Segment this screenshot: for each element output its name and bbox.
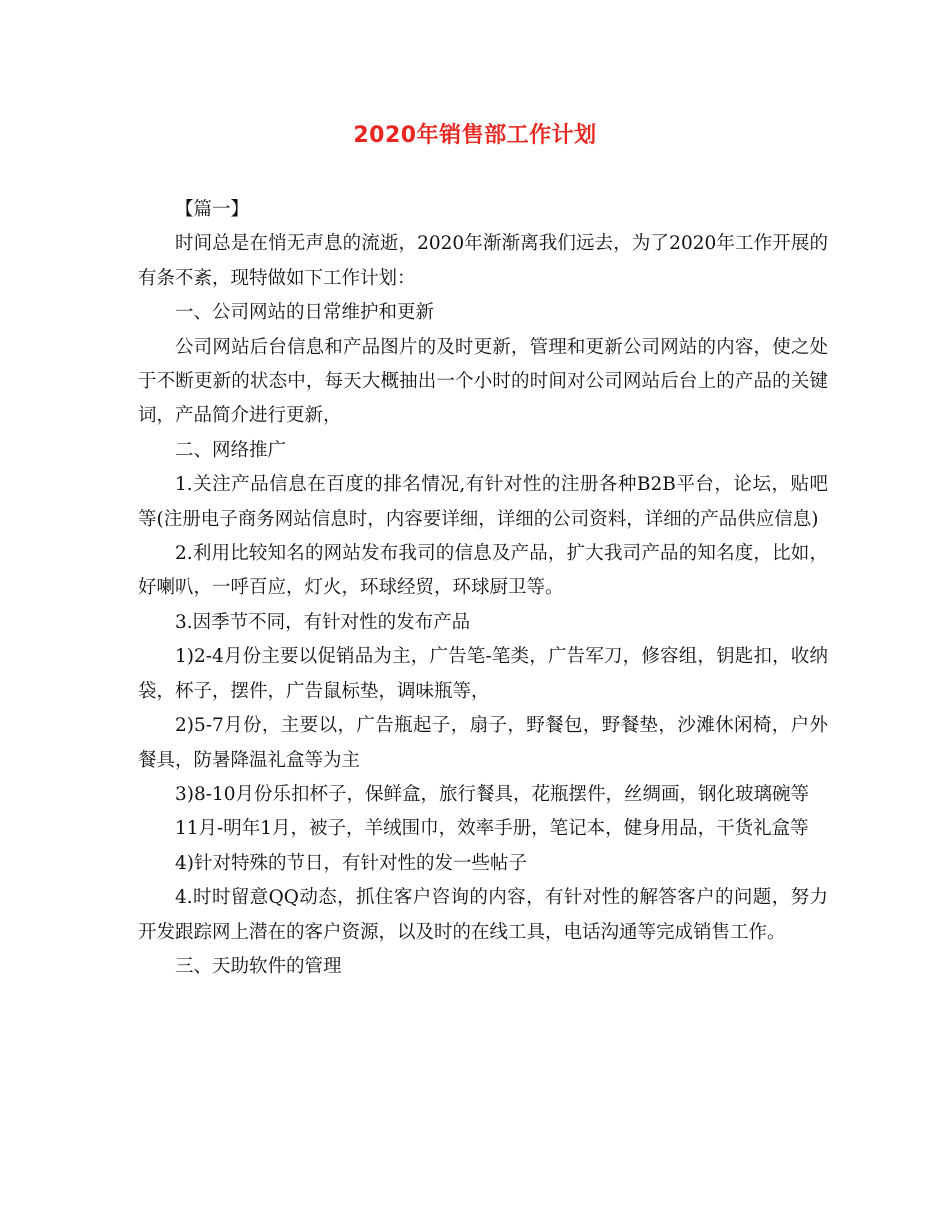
promotion-item-2: 2.利用比较知名的网站发布我司的信息及产品，扩大我司产品的知名度，比如，好喇叭，一呼百应，灯火，环球经贸，环球厨卫等。 bbox=[138, 543, 828, 599]
promotion-item-1: 1.关注产品信息在百度的排名情况,有针对性的注册各种B2B平台，论坛，贴吧等(注册电子商务网站信息时，内容要详细，详细的公司资料，详细的产品供应信息) bbox=[138, 474, 828, 530]
document-title: 2020年销售部工作计划 bbox=[353, 123, 597, 148]
section-heading-software-management: 三、天助软件的管理 bbox=[175, 955, 342, 977]
seasonal-item-1: 1)2-4月份主要以促销品为主，广告笔-笔类，广告军刀，修容组，钥匙扣，收纳袋，杯子，摆件，广告鼠标垫，调味瓶等， bbox=[138, 646, 828, 702]
document-body bbox=[138, 193, 828, 984]
website-maintenance-paragraph: 公司网站后台信息和产品图片的及时更新，管理和更新公司网站的内容，使之处于不断更新的状态中，每天大概抽出一个小时的时间对公司网站后台上的产品的关键词，产品简介进行更新， bbox=[138, 336, 828, 427]
seasonal-item-3: 3)8-10月份乐扣杯子，保鲜盒，旅行餐具，花瓶摆件，丝绸画，钢化玻璃碗等 bbox=[175, 783, 810, 805]
promotion-item-4: 4.时时留意QQ动态，抓住客户咨询的内容，有针对性的解答客户的问题，努力开发跟踪网上潜在的客户资源，以及时的在线工具，电话沟通等完成销售工作。 bbox=[138, 887, 828, 943]
section-heading-part-one: 【篇一】 bbox=[175, 199, 250, 220]
seasonal-item-4: 11月-明年1月，被子，羊绒围巾，效率手册，笔记本，健身用品，干货礼盒等 bbox=[175, 818, 809, 840]
seasonal-item-5: 4)针对特殊的节日，有针对性的发一些帖子 bbox=[175, 852, 527, 874]
seasonal-item-2: 2)5-7月份，主要以，广告瓶起子，扇子，野餐包，野餐垫，沙滩休闲椅，户外餐具，防暑降温礼盒等为主 bbox=[138, 715, 828, 771]
section-heading-network-promotion: 二、网络推广 bbox=[175, 439, 287, 461]
intro-paragraph: 时间总是在悄无声息的流逝，2020年渐渐离我们远去，为了2020年工作开展的有条不紊，现特做如下工作计划： bbox=[138, 233, 828, 289]
promotion-item-3: 3.因季节不同，有针对性的发布产品 bbox=[175, 611, 471, 633]
section-heading-website-maintenance: 一、公司网站的日常维护和更新 bbox=[175, 302, 435, 324]
